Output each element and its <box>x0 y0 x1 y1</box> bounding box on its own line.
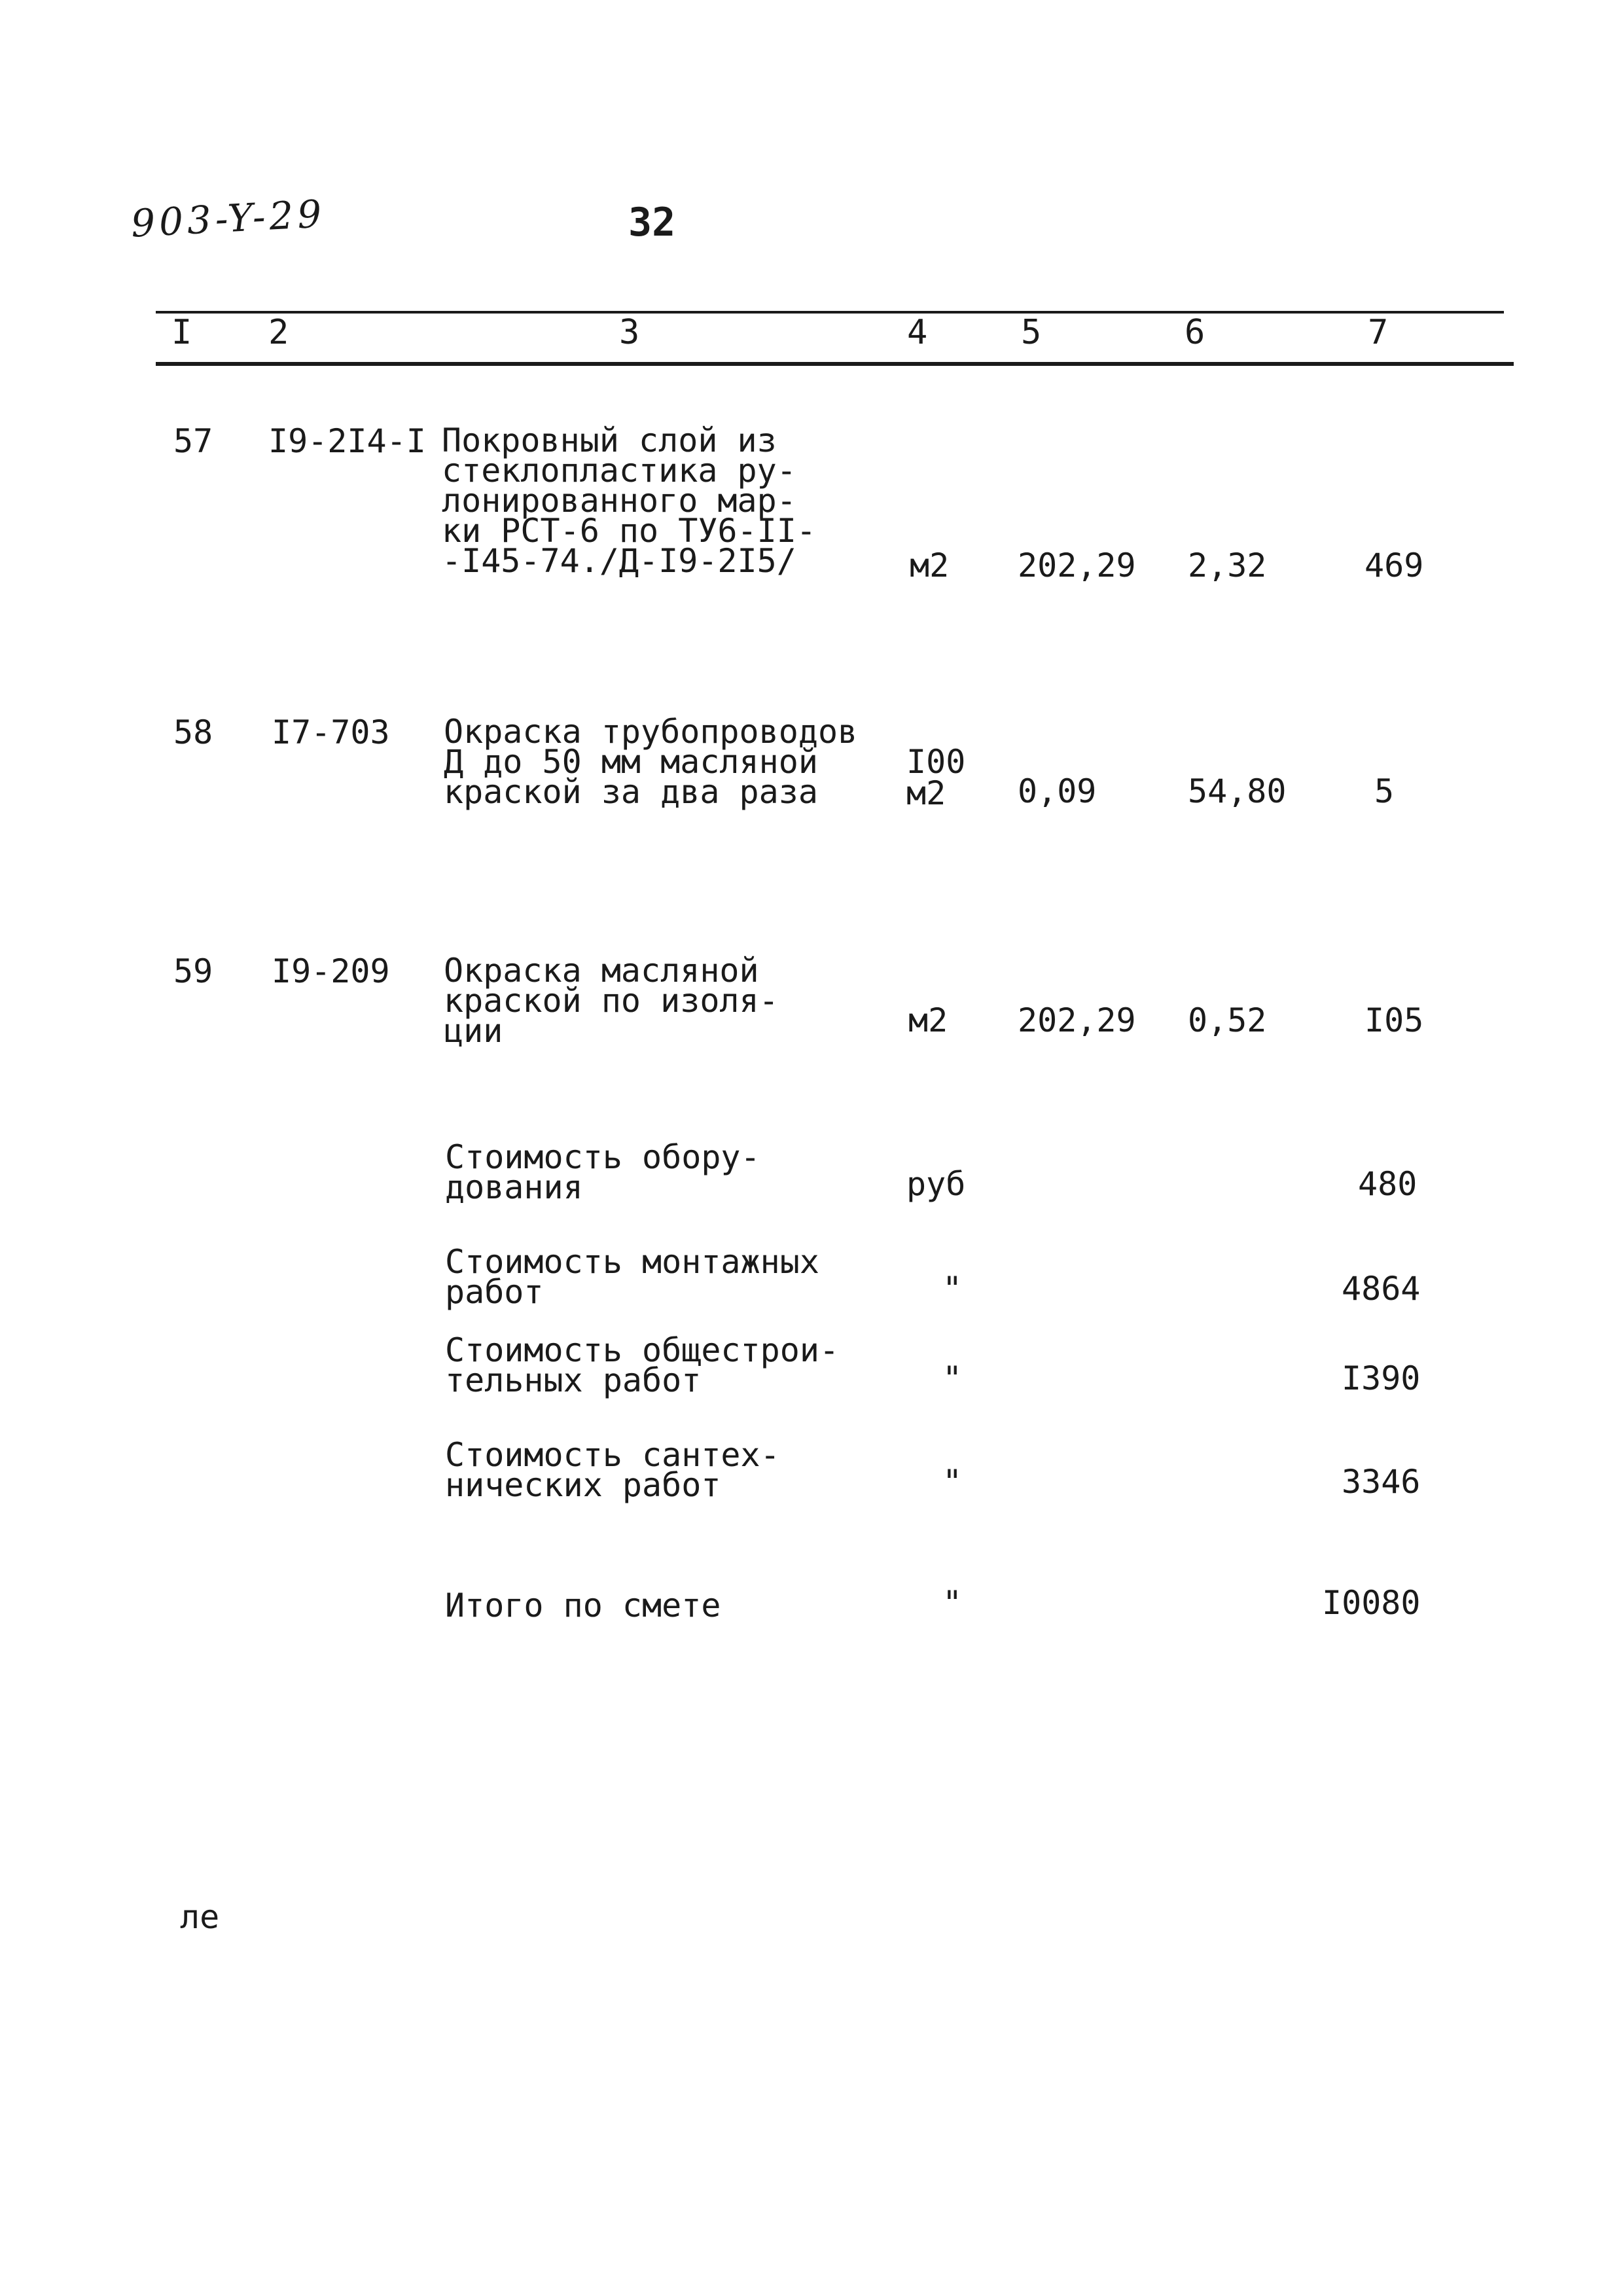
summary-total: 4864 <box>1342 1270 1421 1308</box>
row-quantity: 0,09 <box>1018 772 1097 810</box>
summary-label: Стоимость обору- дования <box>445 1138 760 1206</box>
row-number: 59 <box>173 952 213 990</box>
row-number: 58 <box>173 713 213 751</box>
row-quantity: 202,29 <box>1018 1001 1136 1039</box>
summary-unit: " <box>942 1584 963 1622</box>
summary-total: 3346 <box>1342 1463 1421 1501</box>
row-description: Покровный слой из стеклопластика ру- лонированного мар- ки РСТ-6 по ТУ6-II- -I45-74./Д-I9-2I5/ <box>442 422 816 580</box>
column-header-2: 2 <box>268 313 289 352</box>
table-header-bottom-rule <box>156 362 1514 366</box>
row-unit: м2 <box>910 547 950 584</box>
row-price: 54,80 <box>1188 772 1287 810</box>
row-number: 57 <box>173 422 213 460</box>
page-number: 32 <box>628 200 676 245</box>
row-unit: I00 м2 <box>906 743 966 812</box>
column-header-3: 3 <box>619 313 640 352</box>
column-header-6: 6 <box>1185 313 1205 352</box>
row-price: 2,32 <box>1188 547 1267 584</box>
summary-unit: " <box>942 1270 963 1308</box>
footer-mark: ле <box>180 1898 220 1936</box>
summary-unit: " <box>942 1463 963 1501</box>
row-quantity: 202,29 <box>1018 547 1136 584</box>
row-total: 469 <box>1364 547 1424 584</box>
row-code: I9-209 <box>272 952 390 990</box>
row-description: Окраска трубопроводов Д до 50 мм масляной краской за два раза <box>444 713 858 811</box>
column-header-5: 5 <box>1021 313 1042 352</box>
row-total: 5 <box>1374 772 1395 810</box>
table-top-rule <box>156 311 1504 314</box>
summary-total-label: Итого по смете <box>445 1587 721 1624</box>
row-price: 0,52 <box>1188 1001 1267 1039</box>
column-header-1: I <box>171 313 192 352</box>
summary-label: Стоимость монтажных работ <box>445 1243 819 1311</box>
column-header-7: 7 <box>1368 313 1389 352</box>
column-header-4: 4 <box>907 313 928 352</box>
summary-unit: руб <box>906 1165 966 1203</box>
summary-total: I390 <box>1342 1359 1421 1397</box>
summary-grand-total: I0080 <box>1322 1584 1421 1622</box>
summary-label: Стоимость сантех- нических работ <box>445 1436 780 1504</box>
row-description: Окраска масляной краской по изоля- ции <box>444 952 779 1050</box>
row-code: I9-2I4-I <box>268 422 426 460</box>
summary-total: 480 <box>1358 1165 1418 1203</box>
row-code: I7-703 <box>272 713 390 751</box>
summary-label: Стоимость общестрои- тельных работ <box>445 1331 840 1399</box>
document-code: 903-Y-29 <box>130 191 327 246</box>
summary-unit: " <box>942 1359 963 1397</box>
row-total: I05 <box>1364 1001 1424 1039</box>
row-unit: м2 <box>908 1001 948 1039</box>
